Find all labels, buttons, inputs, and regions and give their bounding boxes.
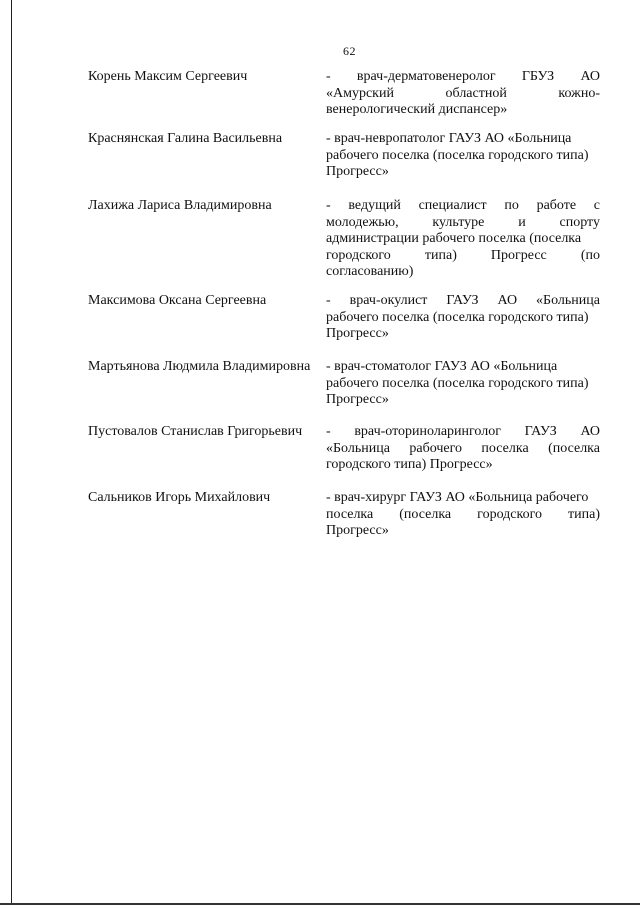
role-word: молодежью, (326, 214, 399, 230)
role-word: городского (326, 247, 391, 263)
member-role (326, 131, 600, 181)
role-word: венерологический диспансер» (326, 102, 508, 117)
role-line (326, 441, 600, 458)
role-word: - врач-невропатолог ГАУЗ АО «Больница (326, 131, 572, 146)
member-name: Мартьянова Людмила Владимировна (88, 359, 311, 374)
role-line (326, 248, 600, 265)
role-line (326, 457, 600, 474)
role-word: - (326, 198, 331, 213)
role-word: типа) (568, 506, 600, 522)
role-word: с (593, 198, 600, 213)
role-word: - (326, 293, 331, 308)
role-word: ведущий (348, 198, 401, 213)
role-word: городского типа) Прогресс» (326, 457, 493, 472)
role-line (326, 198, 600, 215)
member-role (326, 198, 600, 281)
role-line (326, 310, 600, 327)
role-word: областной (445, 85, 507, 101)
role-word: - врач-хирург ГАУЗ АО «Больница рабочего (326, 490, 589, 505)
role-line (326, 164, 600, 181)
role-word: (поселка (399, 506, 452, 522)
role-line (326, 392, 600, 409)
role-word: - (326, 424, 331, 439)
role-word: рабочего (409, 440, 462, 456)
role-word: «Больница (536, 293, 600, 308)
role-line (326, 86, 600, 103)
role-word: ГАУЗ (446, 293, 479, 308)
role-line (326, 231, 600, 248)
page-number: 62 (343, 44, 356, 58)
role-line (326, 376, 600, 393)
role-word: по (504, 198, 519, 213)
role-word: кожно- (558, 85, 600, 101)
role-word: - (326, 69, 331, 84)
role-word: Прогресс» (326, 164, 389, 179)
role-word: ГБУЗ (521, 69, 555, 84)
member-name: Пустовалов Станислав Григорьевич (88, 424, 303, 439)
role-word: рабочего поселка (поселка городского типа) (326, 147, 589, 163)
role-line (326, 215, 600, 232)
role-word: Прогресс» (326, 392, 389, 407)
role-word: поселка (326, 506, 374, 522)
role-word: Прогресс (490, 247, 547, 263)
role-word: администрации рабочего поселка (поселка (326, 231, 582, 246)
role-line (326, 69, 600, 86)
role-word: АО (497, 293, 518, 308)
role-word: согласованию) (326, 264, 414, 279)
role-line (326, 131, 600, 148)
role-word: рабочего поселка (поселка городского типа) (326, 309, 589, 325)
role-word: типа) (424, 247, 457, 263)
role-word: городского (477, 506, 542, 522)
scan-edge-line (11, 0, 12, 905)
member-role (326, 490, 600, 540)
role-word: врач-дерматовенеролог (356, 69, 496, 84)
role-word: (по (580, 247, 600, 263)
role-word: и (518, 214, 526, 230)
member-name: Корень Максим Сергеевич (88, 69, 248, 84)
role-line (326, 293, 600, 310)
role-word: ГАУЗ (524, 424, 557, 439)
role-word: АО (580, 69, 600, 84)
role-word: поселка (481, 440, 529, 456)
role-word: «Больница (326, 440, 390, 456)
role-line (326, 148, 600, 165)
role-line (326, 507, 600, 524)
role-word: АО (580, 424, 600, 439)
role-word: рабочего поселка (поселка городского типа) (326, 375, 589, 391)
role-word: - врач-стоматолог ГАУЗ АО «Больница (326, 359, 558, 374)
role-line (326, 523, 600, 540)
role-word: культуре (432, 214, 485, 230)
role-line (326, 424, 600, 441)
member-name: Сальников Игорь Михайлович (88, 490, 271, 505)
member-role (326, 69, 600, 119)
role-line (326, 326, 600, 343)
role-line (326, 359, 600, 376)
role-line (326, 264, 600, 281)
member-name: Максимова Оксана Сергеевна (88, 293, 267, 308)
member-name: Лахижа Лариса Владимировна (88, 198, 272, 213)
role-word: спорту (559, 214, 600, 230)
role-word: Прогресс» (326, 523, 389, 538)
role-word: врач-окулист (349, 293, 428, 308)
role-word: «Амурский (326, 85, 394, 101)
role-word: врач-оториноларинголог (354, 424, 501, 439)
role-word: Прогресс» (326, 326, 389, 341)
member-role (326, 293, 600, 343)
role-word: специалист (418, 198, 487, 213)
role-line (326, 490, 600, 507)
role-word: (поселка (548, 440, 600, 456)
member-name: Краснянская Галина Васильевна (88, 131, 283, 146)
member-role (326, 359, 600, 409)
member-role (326, 424, 600, 474)
role-word: работе (536, 198, 577, 213)
role-line (326, 102, 600, 119)
